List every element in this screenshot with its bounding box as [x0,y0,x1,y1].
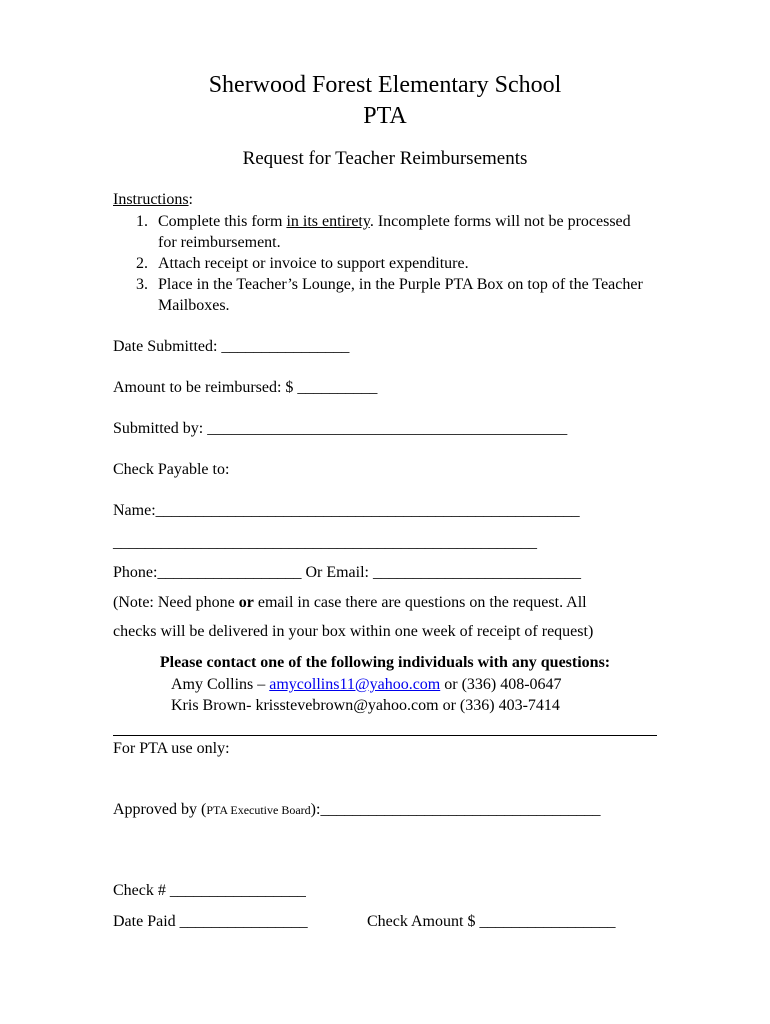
approved-by-field[interactable] [113,801,600,819]
contact-amy [171,676,562,694]
form-title: Request for Teacher Reimbursements [242,148,528,169]
contacts-heading: Please contact one of the following individuals with any questions: [159,654,611,671]
instruction-emphasis: in its entirety [286,213,370,230]
note-emphasis: or [238,594,254,611]
pta-use-label: For PTA use only: [113,740,230,757]
approved-by-label: Approved by ( [113,801,207,818]
name-field-line2[interactable]: _____________________________________________________ [113,534,537,551]
contact-kris: Kris Brown- krisstevebrown@yahoo.com or (336) 403-7414 [171,697,560,714]
contact-amy-phone: or (336) 408-0647 [440,676,562,693]
instructions-label: Instructions [113,191,189,208]
note-line-2: checks will be delivered in your box within one week of receipt of request) [113,623,594,640]
org-name: PTA [363,103,407,129]
instruction-text-pre: Complete this form [158,213,287,230]
phone-email-field[interactable]: Phone:__________________ Or Email: __________________________ [113,564,581,581]
approved-by-board: PTA Executive Board [206,803,311,817]
check-amount-field[interactable]: Check Amount $ _________________ [367,913,616,930]
instruction-item-1 [113,211,653,253]
section-divider [113,735,657,736]
note-text-pre: (Note: Need phone [113,594,239,611]
check-number-field[interactable]: Check # _________________ [113,882,306,899]
instruction-text: Place in the Teacher’s Lounge, in the Purple PTA Box on top of the Teacher Mailboxes. [158,276,643,314]
date-paid-field[interactable]: Date Paid ________________ [113,913,308,930]
amy-email-link[interactable]: amycollins11@yahoo.com [269,676,441,693]
instruction-number: 1. [136,213,148,230]
approved-by-line: ):___________________________________ [310,801,601,818]
note-text-post: email in case there are questions on the request. All [253,594,587,611]
note-line-1 [113,594,587,612]
instruction-number: 3. [136,276,148,293]
instruction-text: Attach receipt or invoice to support expenditure. [158,255,469,272]
name-field[interactable]: Name:_____________________________________________________ [113,502,580,519]
school-name: Sherwood Forest Elementary School [208,72,562,98]
instruction-number: 2. [136,255,148,272]
instruction-item-3 [113,274,653,316]
date-submitted-field[interactable]: Date Submitted: ________________ [113,338,350,355]
submitted-by-field[interactable]: Submitted by: _____________________________________________ [113,420,568,437]
instructions-heading [113,191,193,209]
instruction-item-2 [113,253,653,274]
contact-amy-name: Amy Collins – [171,676,270,693]
instruction-text-post: . Incomplete forms will not be processed for reimbursement. [158,213,631,251]
instructions-list [113,211,653,316]
amount-field[interactable]: Amount to be reimbursed: $ __________ [113,379,378,396]
instructions-colon: : [188,191,193,208]
check-payable-label: Check Payable to: [113,461,230,478]
